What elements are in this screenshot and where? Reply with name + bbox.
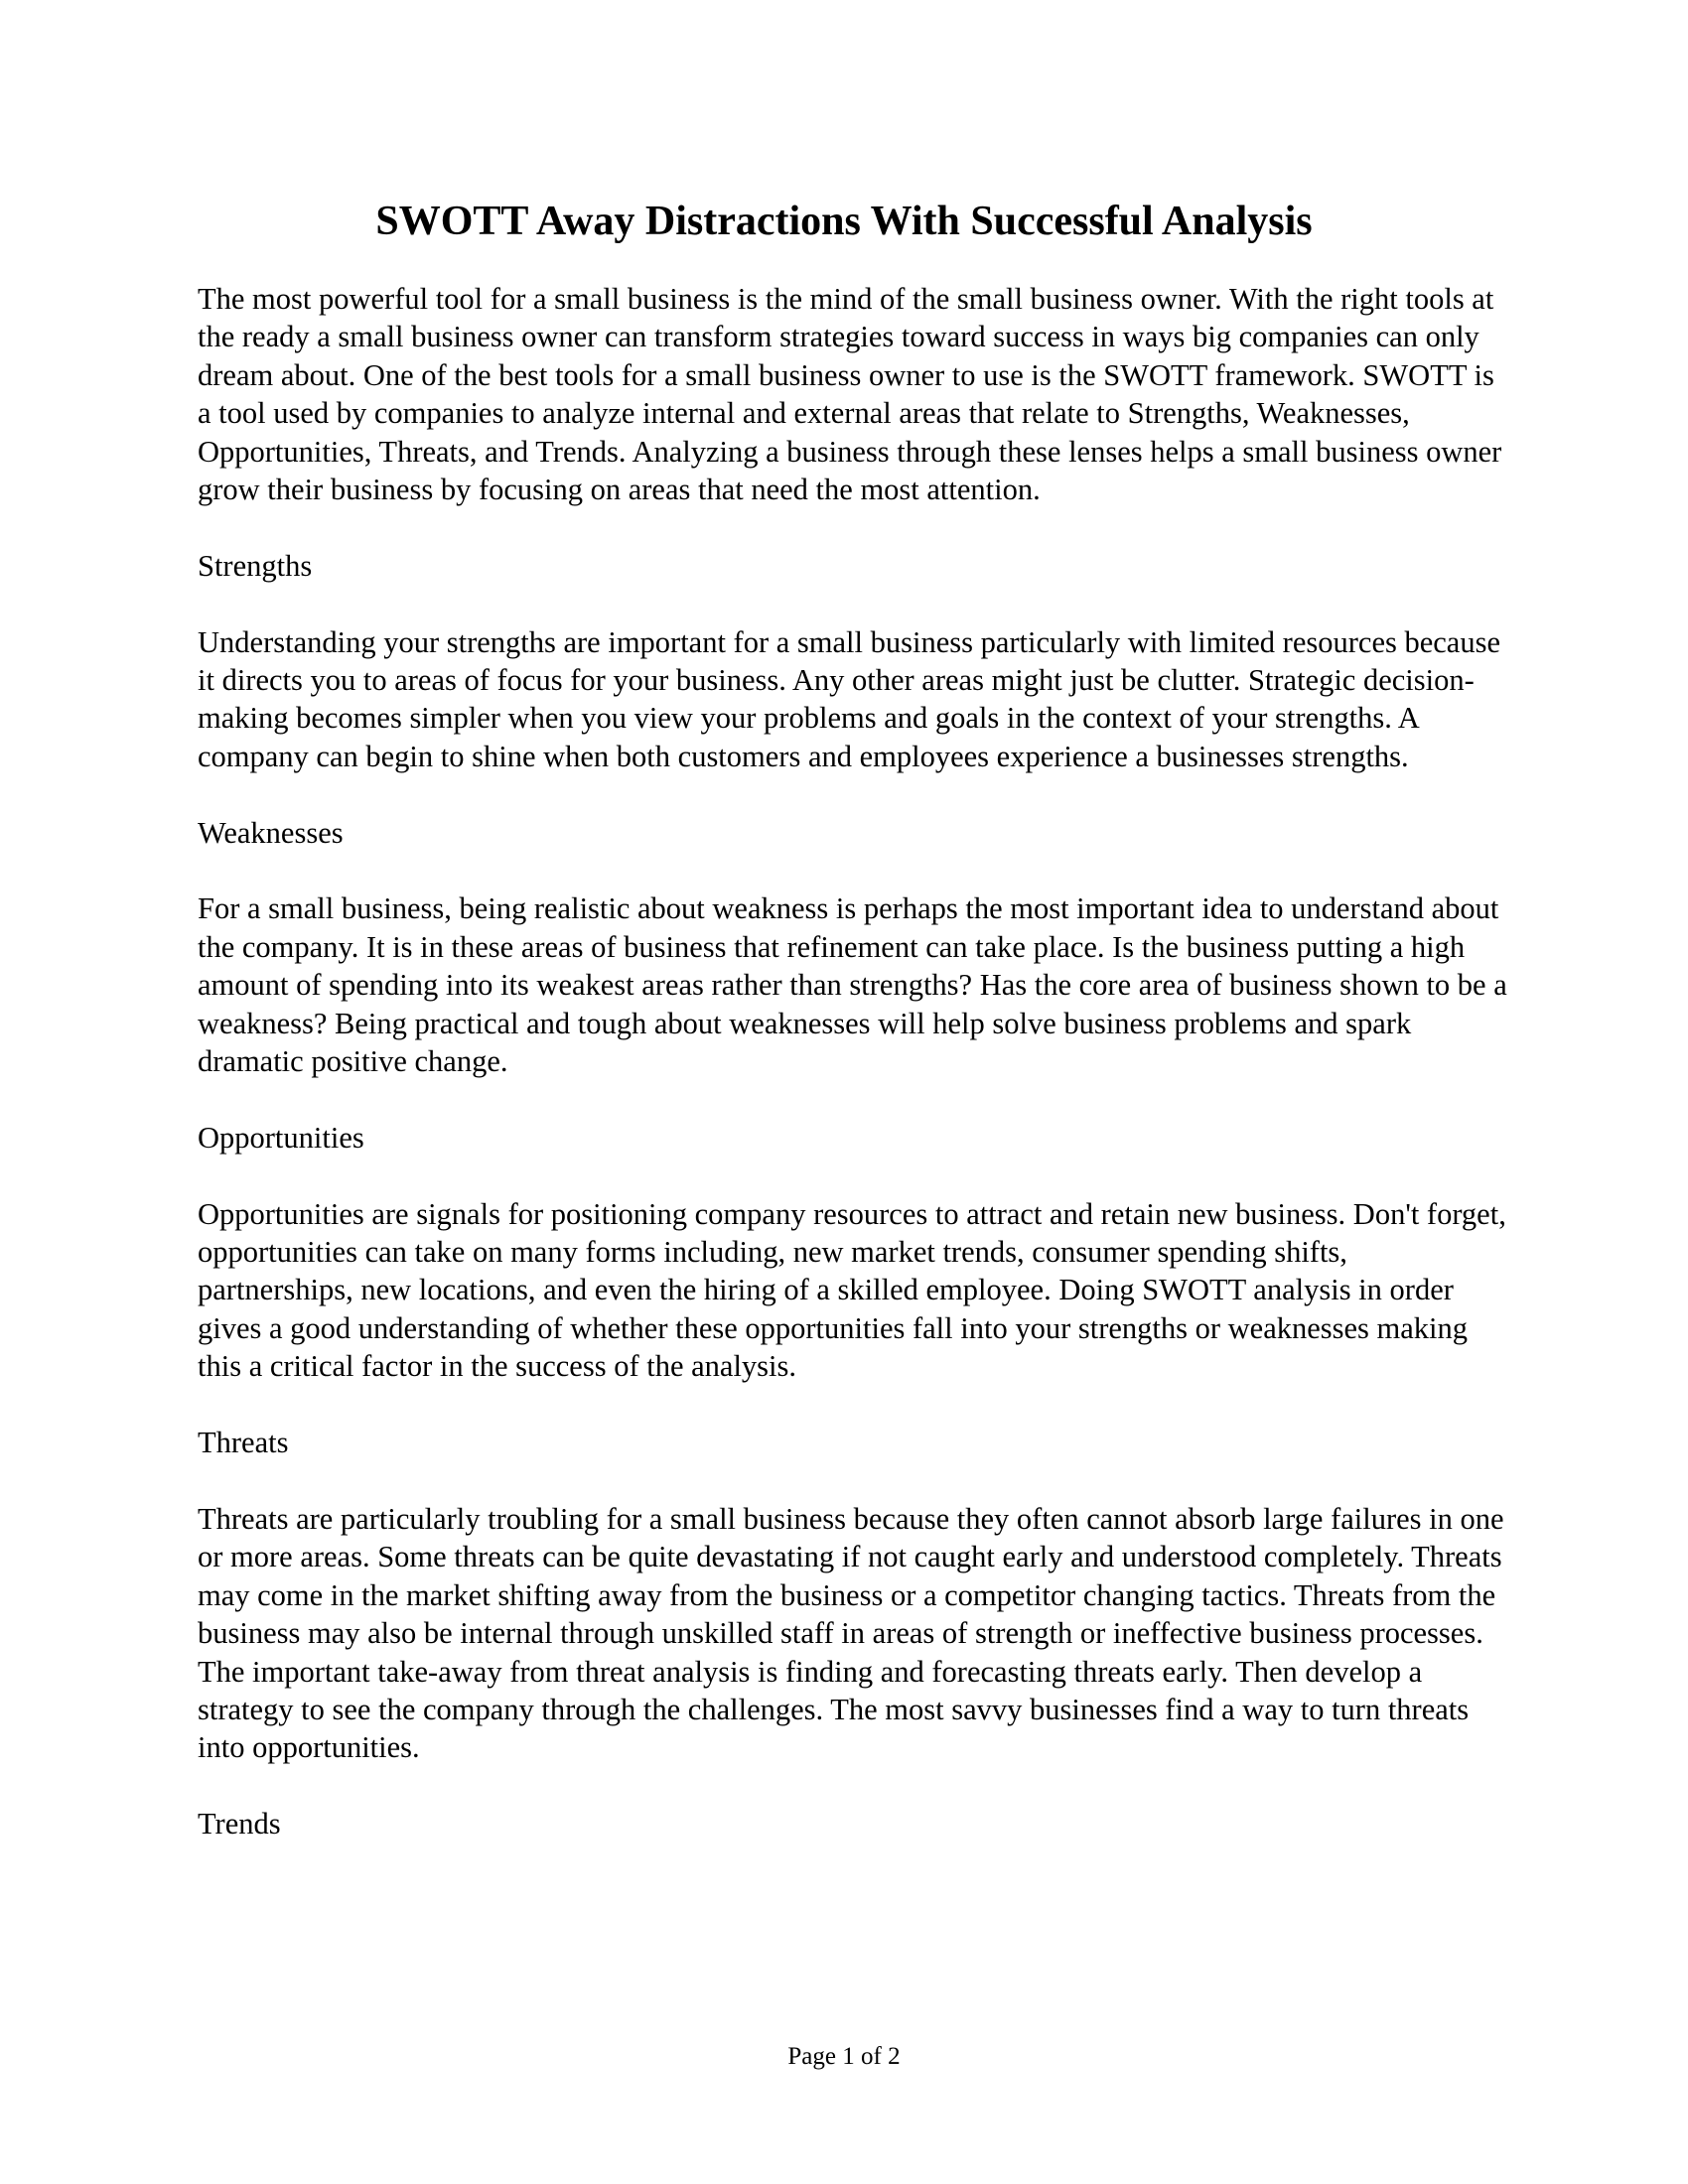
intro-paragraph: The most powerful tool for a small business is the mind of the small business owner. With the right tools at the ready a small business owner can transform strategies toward success in ways big companies can only dream about. One of the best tools for a small business owner to use is the SWOTT framework. SWOTT is a tool used by companies to analyze internal and external areas that relate to Strengths, Weaknesses, Opportunities, Threats, and Trends. Analyzing a business through these lenses helps a small business owner grow their business by focusing on areas that need the most attention. — [198, 282, 1502, 507]
section-body-threats: Threats are particularly troubling for a small business because they often cannot absorb large failures in one or more areas. Some threats can be quite devastating if not caught early and understood completely. Threats may come in the market shifting away from the business or a competitor changing tactics. Threats from the business may also be internal through unskilled staff in areas of strength or ineffective business processes. The important take-away from threat analysis is finding and forecasting threats early. Then develop a strategy to see the company through the challenges. The most savvy businesses find a way to turn threats into opportunities. — [198, 1501, 1504, 1765]
section-body-strengths: Understanding your strengths are important for a small business particularly with limited resources because it directs you to areas of focus for your business. Any other areas might just be clutter. Strategic decision-making becomes simpler when you view your problems and goals in the context of your strengths. A company can begin to shine when both customers and employees experience a businesses strengths. — [198, 624, 1500, 773]
section-heading-threats: Threats — [198, 1426, 289, 1460]
page-number-footer: Page 1 of 2 — [787, 2043, 901, 2070]
document-body — [198, 280, 1508, 1881]
section-heading-strengths: Strengths — [198, 548, 313, 583]
section-body-opportunities: Opportunities are signals for positioning company resources to attract and retain new business. Don't forget, opportunities can take on many forms including, new market trends, consumer spending shifts, partnerships, new locations, and even the hiring of a skilled employee. Doing SWOTT analysis in order gives a good understanding of whether these opportunities fall into your strengths or weaknesses making this a critical factor in the success of the analysis. — [198, 1196, 1506, 1384]
document-title: SWOTT Away Distractions With Successful Analysis — [375, 199, 1313, 244]
section-heading-opportunities: Opportunities — [198, 1120, 364, 1155]
section-body-weaknesses: For a small business, being realistic about weakness is perhaps the most important idea to understand about the company. It is in these areas of business that refinement can take place. Is the business putting a high amount of spending into its weakest areas rather than strengths? Has the core area of business shown to be a weakness? Being practical and tough about weaknesses will help solve business problems and spark dramatic positive change. — [198, 891, 1507, 1079]
section-heading-weaknesses: Weaknesses — [198, 815, 344, 850]
section-heading-trends: Trends — [198, 1807, 281, 1842]
